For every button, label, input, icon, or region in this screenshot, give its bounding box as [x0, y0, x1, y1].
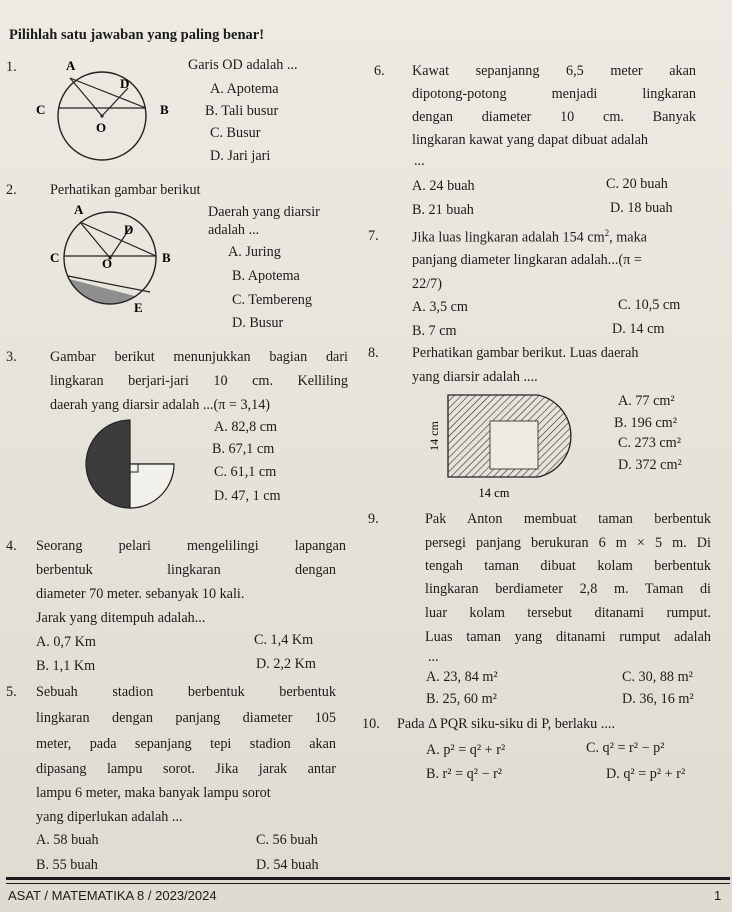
q5-line-3: meter, pada sepanjang tepi stadion akan — [36, 736, 336, 752]
q2-number: 2. — [6, 182, 17, 198]
q9-line-7: ... — [428, 649, 439, 665]
q9-number: 9. — [368, 511, 379, 527]
q2-text3: adalah ... — [208, 222, 260, 238]
q4-option-c[interactable]: C. 1,4 Km — [254, 632, 314, 648]
q3-number: 3. — [6, 349, 17, 365]
q6-line-5: ... — [414, 153, 425, 169]
q1-text: Garis OD adalah ... — [188, 57, 298, 73]
q5-line-6: yang diperlukan adalah ... — [36, 809, 183, 825]
q4-line-4: Jarak yang ditempuh adalah... — [36, 610, 206, 626]
q9-line-3: tengah taman dibuat kolam berbentuk — [425, 558, 711, 574]
q6-option-a[interactable]: A. 24 buah — [412, 178, 475, 194]
q8-hatched-figure — [428, 393, 618, 501]
q5-option-d[interactable]: D. 54 buah — [256, 857, 319, 873]
q7-line-1-sup: 2 — [604, 228, 610, 238]
q6-option-c[interactable]: C. 20 buah — [606, 176, 668, 192]
q2-label-e: E — [134, 300, 143, 315]
q10-option-b[interactable]: B. r² = q² − r² — [426, 766, 503, 782]
q1-option-c[interactable]: C. Busur — [210, 125, 261, 141]
q5-line-2: lingkaran dengan panjang diameter 105 — [36, 710, 336, 726]
q7-number: 7. — [368, 228, 379, 244]
q2-text: Perhatikan gambar berikut — [50, 182, 201, 198]
instruction: Pilihlah satu jawaban yang paling benar! — [9, 27, 265, 43]
q10-option-d[interactable]: D. q² = p² + r² — [606, 766, 686, 782]
q8-line-1: Perhatikan gambar berikut. Luas daerah — [412, 345, 639, 361]
q2-label-a: A — [74, 202, 84, 217]
q3-quarter-circle-figure — [82, 416, 178, 512]
q1-label-c: C — [36, 102, 46, 117]
q9-option-d[interactable]: D. 36, 16 m² — [622, 691, 694, 707]
q7-option-a[interactable]: A. 3,5 cm — [412, 299, 468, 315]
q6-option-d[interactable]: D. 18 buah — [610, 200, 673, 216]
q6-line-4: lingkaran kawat yang dapat dibuat adalah — [412, 132, 648, 148]
q4-line-3: diameter 70 meter. sebanyak 10 kali. — [36, 586, 245, 602]
q1-circle-figure — [30, 58, 190, 166]
q1-label-o: O — [96, 120, 107, 135]
q8-number: 8. — [368, 345, 379, 361]
q9-line-4: lingkaran berdiameter 2,8 m. Taman di — [425, 581, 711, 597]
q10-option-c[interactable]: C. q² = r² − p² — [586, 740, 665, 756]
q10-option-a[interactable]: A. p² = q² + r² — [426, 742, 506, 758]
q8-side-label: 14 cm — [427, 421, 441, 451]
footer-title: ASAT / MATEMATIKA 8 / 2023/2024 — [8, 888, 217, 903]
q9-option-b[interactable]: B. 25, 60 m² — [426, 691, 497, 707]
q3-line-3: daerah yang diarsir adalah ...(π = 3,14) — [50, 397, 271, 413]
footer-rule-thin — [6, 883, 730, 884]
q2-option-a[interactable]: A. Juring — [228, 244, 281, 260]
q5-line-4: dipasang lampu sorot. Jika jarak antar — [36, 761, 336, 777]
q6-line-1: Kawat sepanjanng 6,5 meter akan — [412, 63, 696, 79]
q2-text2: Daerah yang diarsir — [208, 204, 320, 220]
q3-line-2: lingkaran berjari-jari 10 cm. Kelliling — [50, 373, 348, 389]
q8-option-a[interactable]: A. 77 cm² — [618, 393, 675, 409]
q9-option-a[interactable]: A. 23, 84 m² — [426, 669, 498, 685]
q6-line-2: dipotong-potong menjadi lingkaran — [412, 86, 696, 102]
q3-option-a[interactable]: A. 82,8 cm — [214, 419, 278, 435]
q9-line-5: luar kolam tersebut ditanami rumput. — [425, 605, 711, 621]
q6-number: 6. — [374, 63, 385, 79]
q2-label-d: D — [124, 222, 134, 237]
q8-option-d[interactable]: D. 372 cm² — [618, 457, 682, 473]
q3-option-d[interactable]: D. 47, 1 cm — [214, 488, 281, 504]
q2-option-d[interactable]: D. Busur — [232, 315, 284, 331]
q5-option-c[interactable]: C. 56 buah — [256, 832, 318, 848]
q6-line-3: dengan diameter 10 cm. Banyak — [412, 109, 696, 125]
q1-label-a: A — [66, 58, 76, 73]
q7-line-2: panjang diameter lingkaran adalah...(π = — [412, 252, 642, 268]
q7-option-b[interactable]: B. 7 cm — [412, 323, 457, 339]
q4-number: 4. — [6, 538, 17, 554]
q9-option-c[interactable]: C. 30, 88 m² — [622, 669, 693, 685]
footer-rule-thick — [6, 877, 730, 880]
q10-number: 10. — [362, 716, 380, 732]
q7-line-1-post: , maka — [609, 229, 647, 246]
page-number: 1 — [714, 888, 722, 903]
q1-option-b[interactable]: B. Tali busur — [205, 103, 279, 119]
q4-option-a[interactable]: A. 0,7 Km — [36, 634, 96, 650]
q1-option-a[interactable]: A. Apotema — [210, 81, 279, 97]
q2-label-b: B — [162, 250, 171, 265]
q8-option-c[interactable]: C. 273 cm² — [618, 435, 681, 451]
q2-label-c: C — [50, 250, 60, 265]
q9-line-2: persegi panjang berukuran 6 m × 5 m. Di — [425, 535, 711, 551]
q3-option-c[interactable]: C. 61,1 cm — [214, 464, 277, 480]
q2-circle-figure — [30, 200, 190, 318]
q5-number: 5. — [6, 684, 17, 700]
q4-line-1: Seorang pelari mengelilingi lapangan — [36, 538, 346, 554]
q1-label-b: B — [160, 102, 169, 117]
q5-line-1: Sebuah stadion berbentuk berbentuk — [36, 684, 336, 700]
q7-line-3: 22/7) — [412, 276, 442, 292]
q5-option-b[interactable]: B. 55 buah — [36, 857, 98, 873]
q8-option-b[interactable]: B. 196 cm² — [614, 415, 677, 431]
q2-label-o: O — [102, 256, 113, 271]
q7-option-c[interactable]: C. 10,5 cm — [618, 297, 681, 313]
q10-text: Pada Δ PQR siku-siku di P, berlaku .... — [397, 716, 615, 732]
q3-option-b[interactable]: B. 67,1 cm — [212, 441, 275, 457]
q5-option-a[interactable]: A. 58 buah — [36, 832, 99, 848]
q2-option-b[interactable]: B. Apotema — [232, 268, 300, 284]
q4-option-d[interactable]: D. 2,2 Km — [256, 656, 316, 672]
q9-line-1: Pak Anton membuat taman berbentuk — [425, 511, 711, 527]
q9-line-6: Luas taman yang ditanami rumput adalah — [425, 629, 711, 645]
q7-line-1 — [412, 224, 647, 247]
q8-bottom-label: 14 cm — [478, 486, 510, 500]
q4-option-b[interactable]: B. 1,1 Km — [36, 658, 96, 674]
q1-option-d[interactable]: D. Jari jari — [210, 148, 271, 164]
q7-option-d[interactable]: D. 14 cm — [612, 321, 665, 337]
q1-label-d: D — [120, 76, 130, 91]
q6-option-b[interactable]: B. 21 buah — [412, 202, 474, 218]
q2-option-c[interactable]: C. Tembereng — [232, 292, 312, 308]
q1-number: 1. — [6, 59, 17, 75]
q4-line-2: berbentuk lingkaran dengan — [36, 562, 336, 578]
q7-line-1-pre: Jika luas lingkaran adalah 154 cm — [412, 229, 605, 246]
q5-line-5: lampu 6 meter, maka banyak lampu sorot — [36, 785, 271, 801]
q8-line-2: yang diarsir adalah .... — [412, 369, 538, 385]
q3-line-1: Gambar berikut menunjukkan bagian dari — [50, 349, 348, 365]
